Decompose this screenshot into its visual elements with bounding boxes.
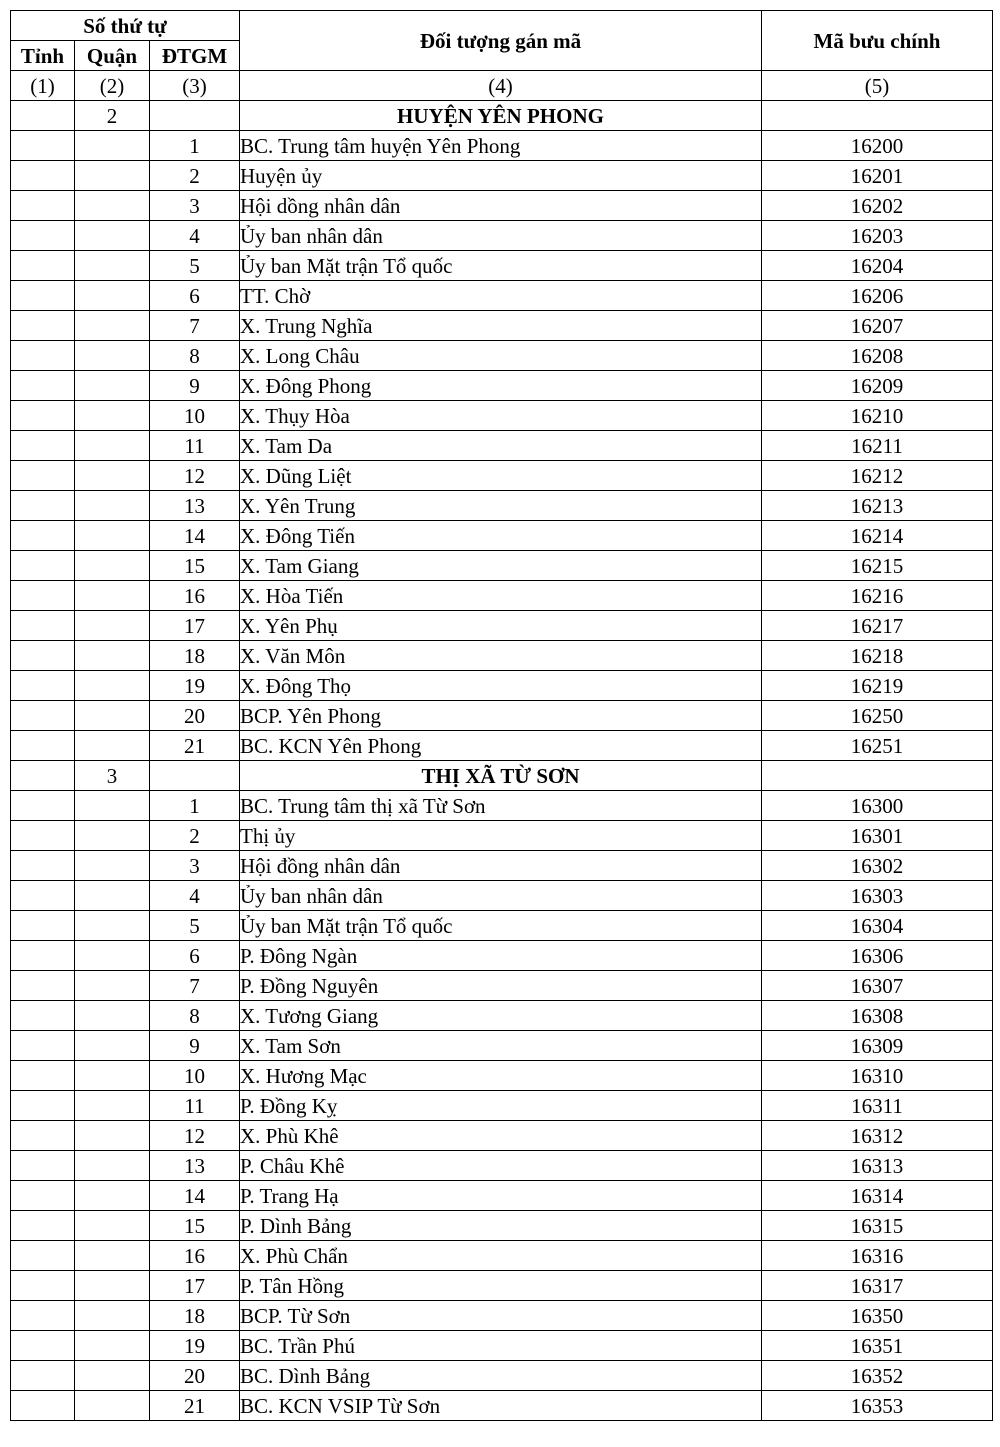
section-title: HUYỆN YÊN PHONG: [240, 101, 762, 131]
dtgm-number: 12: [150, 1121, 240, 1151]
dtgm-number: 11: [150, 1091, 240, 1121]
postal-code: 16218: [762, 641, 993, 671]
postal-code: 16206: [762, 281, 993, 311]
table-row: [11, 281, 993, 311]
table-row: [11, 911, 993, 941]
object-name: X. Thụy Hòa: [240, 401, 762, 431]
postal-code: 16350: [762, 1301, 993, 1331]
object-name: Huyện ủy: [240, 161, 762, 191]
table-row: [11, 431, 993, 461]
dtgm-number: 5: [150, 251, 240, 281]
object-name: Ủy ban Mặt trận Tổ quốc: [240, 911, 762, 941]
table-body: [11, 101, 993, 1421]
province-cell: [11, 851, 75, 881]
province-cell: [11, 1331, 75, 1361]
object-name: P. Tân Hồng: [240, 1271, 762, 1301]
district-cell: [75, 1331, 150, 1361]
object-name: P. Trang Hạ: [240, 1181, 762, 1211]
table-row: [11, 521, 993, 551]
district-cell: [75, 911, 150, 941]
postal-code: 16209: [762, 371, 993, 401]
province-cell: [11, 341, 75, 371]
dtgm-number: 21: [150, 731, 240, 761]
dtgm-number: 8: [150, 341, 240, 371]
table-row: [11, 941, 993, 971]
province-cell: [11, 401, 75, 431]
column-number: (3): [150, 71, 240, 101]
district-cell: [75, 971, 150, 1001]
dtgm-number: 16: [150, 1241, 240, 1271]
district-cell: [75, 1361, 150, 1391]
province-cell: [11, 1061, 75, 1091]
district-cell: [75, 731, 150, 761]
object-name: X. Tam Da: [240, 431, 762, 461]
table-row: [11, 1031, 993, 1061]
dtgm-number: 15: [150, 1211, 240, 1241]
province-cell: [11, 881, 75, 911]
province-cell: [11, 281, 75, 311]
district-cell: [75, 1241, 150, 1271]
object-name: X. Tương Giang: [240, 1001, 762, 1031]
province-cell: [11, 791, 75, 821]
district-cell: [75, 371, 150, 401]
postcode-cell: [762, 761, 993, 791]
object-name: Ủy ban nhân dân: [240, 221, 762, 251]
table-row: [11, 1061, 993, 1091]
table-row: [11, 731, 993, 761]
district-cell: [75, 521, 150, 551]
object-name: X. Phù Khê: [240, 1121, 762, 1151]
postal-code: 16214: [762, 521, 993, 551]
object-name: X. Phù Chẩn: [240, 1241, 762, 1271]
dtgm-number: 14: [150, 1181, 240, 1211]
object-name: X. Đông Tiến: [240, 521, 762, 551]
province-cell: [11, 131, 75, 161]
province-cell: [11, 971, 75, 1001]
table-row: [11, 161, 993, 191]
dtgm-number: 17: [150, 1271, 240, 1301]
object-name: X. Hương Mạc: [240, 1061, 762, 1091]
province-cell: [11, 581, 75, 611]
district-cell: [75, 1271, 150, 1301]
dtgm-header: ĐTGM: [150, 41, 240, 71]
postal-code: 16215: [762, 551, 993, 581]
object-name: X. Yên Phụ: [240, 611, 762, 641]
province-cell: [11, 491, 75, 521]
postcode-cell: [762, 101, 993, 131]
dtgm-number: 19: [150, 671, 240, 701]
postal-code: 16201: [762, 161, 993, 191]
province-cell: [11, 431, 75, 461]
province-cell: [11, 641, 75, 671]
district-cell: [75, 131, 150, 161]
postal-code: 16315: [762, 1211, 993, 1241]
district-cell: [75, 1211, 150, 1241]
dtgm-number: 18: [150, 641, 240, 671]
object-name: TT. Chờ: [240, 281, 762, 311]
object-header: Đối tượng gán mã: [240, 11, 762, 71]
dtgm-number: 9: [150, 371, 240, 401]
object-name: Ủy ban nhân dân: [240, 881, 762, 911]
dtgm-number: 8: [150, 1001, 240, 1031]
district-cell: [75, 431, 150, 461]
table-row: [11, 671, 993, 701]
province-cell: [11, 521, 75, 551]
object-name: X. Đông Phong: [240, 371, 762, 401]
postal-code: 16217: [762, 611, 993, 641]
province-cell: [11, 311, 75, 341]
table-row: [11, 131, 993, 161]
column-number: (4): [240, 71, 762, 101]
dtgm-number: 13: [150, 491, 240, 521]
province-cell: [11, 371, 75, 401]
postal-code: 16300: [762, 791, 993, 821]
postal-code: 16213: [762, 491, 993, 521]
province-cell: [11, 191, 75, 221]
district-cell: [75, 1391, 150, 1421]
province-cell: [11, 1271, 75, 1301]
dtgm-number: 10: [150, 401, 240, 431]
dtgm-number: 6: [150, 941, 240, 971]
table-row: [11, 251, 993, 281]
dtgm-number: 10: [150, 1061, 240, 1091]
province-cell: [11, 101, 75, 131]
column-number: (5): [762, 71, 993, 101]
object-name: P. Đồng Nguyên: [240, 971, 762, 1001]
dtgm-number: 18: [150, 1301, 240, 1331]
province-cell: [11, 701, 75, 731]
postal-code: 16308: [762, 1001, 993, 1031]
order-group-header: Số thứ tự: [11, 11, 240, 41]
district-cell: [75, 671, 150, 701]
postal-code: 16314: [762, 1181, 993, 1211]
object-name: Thị ủy: [240, 821, 762, 851]
dtgm-number: 16: [150, 581, 240, 611]
postal-code: 16313: [762, 1151, 993, 1181]
dtgm-number: 20: [150, 701, 240, 731]
district-cell: [75, 1151, 150, 1181]
district-cell: [75, 401, 150, 431]
postal-code: 16312: [762, 1121, 993, 1151]
table-row: [11, 401, 993, 431]
postal-code: 16200: [762, 131, 993, 161]
dtgm-number: 5: [150, 911, 240, 941]
postal-code: 16203: [762, 221, 993, 251]
province-cell: [11, 761, 75, 791]
postal-code: 16351: [762, 1331, 993, 1361]
dtgm-number: 3: [150, 851, 240, 881]
district-cell: [75, 851, 150, 881]
table-row: [11, 701, 993, 731]
object-name: P. Đông Ngàn: [240, 941, 762, 971]
postal-code: 16204: [762, 251, 993, 281]
postal-code: 16309: [762, 1031, 993, 1061]
table-header: [11, 11, 993, 101]
object-name: BC. Trung tâm thị xã Từ Sơn: [240, 791, 762, 821]
district-cell: [75, 1061, 150, 1091]
district-cell: [75, 611, 150, 641]
district-cell: [75, 1121, 150, 1151]
table-row: [11, 1151, 993, 1181]
dtgm-number: 6: [150, 281, 240, 311]
table-row: [11, 881, 993, 911]
postal-code: 16316: [762, 1241, 993, 1271]
object-name: BCP. Yên Phong: [240, 701, 762, 731]
dtgm-number: 13: [150, 1151, 240, 1181]
object-name: X. Long Châu: [240, 341, 762, 371]
table-row: [11, 1361, 993, 1391]
district-cell: [75, 1031, 150, 1061]
table-row: [11, 641, 993, 671]
postal-code: 16352: [762, 1361, 993, 1391]
district-number: 3: [75, 761, 150, 791]
table-row: [11, 551, 993, 581]
dtgm-cell: [150, 761, 240, 791]
province-header: Tỉnh: [11, 41, 75, 71]
district-cell: [75, 701, 150, 731]
table-row: [11, 371, 993, 401]
district-cell: [75, 311, 150, 341]
province-cell: [11, 1151, 75, 1181]
postcode-header: Mã bưu chính: [762, 11, 993, 71]
table-row: [11, 821, 993, 851]
district-cell: [75, 1181, 150, 1211]
table-row: [11, 971, 993, 1001]
postal-code: 16212: [762, 461, 993, 491]
postal-code: 16303: [762, 881, 993, 911]
postal-code: 16317: [762, 1271, 993, 1301]
district-cell: [75, 941, 150, 971]
province-cell: [11, 671, 75, 701]
dtgm-number: 9: [150, 1031, 240, 1061]
dtgm-number: 11: [150, 431, 240, 461]
table-row: [11, 581, 993, 611]
dtgm-number: 21: [150, 1391, 240, 1421]
column-number: (1): [11, 71, 75, 101]
postal-code: 16310: [762, 1061, 993, 1091]
province-cell: [11, 1001, 75, 1031]
object-name: X. Văn Môn: [240, 641, 762, 671]
dtgm-number: 1: [150, 131, 240, 161]
object-name: BC. KCN Yên Phong: [240, 731, 762, 761]
table-row: [11, 1391, 993, 1421]
postal-code: 16202: [762, 191, 993, 221]
dtgm-number: 2: [150, 821, 240, 851]
district-cell: [75, 551, 150, 581]
district-cell: [75, 581, 150, 611]
dtgm-number: 12: [150, 461, 240, 491]
postal-code: 16304: [762, 911, 993, 941]
province-cell: [11, 461, 75, 491]
district-cell: [75, 491, 150, 521]
table-row: [11, 341, 993, 371]
object-name: X. Yên Trung: [240, 491, 762, 521]
district-cell: [75, 1301, 150, 1331]
object-name: X. Tam Giang: [240, 551, 762, 581]
dtgm-number: 4: [150, 221, 240, 251]
province-cell: [11, 911, 75, 941]
district-cell: [75, 641, 150, 671]
table-row: [11, 1301, 993, 1331]
object-name: P. Dình Bảng: [240, 1211, 762, 1241]
postal-code: 16210: [762, 401, 993, 431]
postal-code: 16251: [762, 731, 993, 761]
province-cell: [11, 1091, 75, 1121]
column-number: (2): [75, 71, 150, 101]
table-row: [11, 791, 993, 821]
table-row: [11, 221, 993, 251]
province-cell: [11, 1031, 75, 1061]
dtgm-cell: [150, 101, 240, 131]
district-cell: [75, 251, 150, 281]
dtgm-number: 1: [150, 791, 240, 821]
province-cell: [11, 1241, 75, 1271]
postal-code: 16307: [762, 971, 993, 1001]
district-cell: [75, 281, 150, 311]
object-name: Hội dồng nhân dân: [240, 191, 762, 221]
dtgm-number: 20: [150, 1361, 240, 1391]
province-cell: [11, 1121, 75, 1151]
province-cell: [11, 1361, 75, 1391]
table-row: [11, 461, 993, 491]
province-cell: [11, 1391, 75, 1421]
province-cell: [11, 1301, 75, 1331]
object-name: Hội đồng nhân dân: [240, 851, 762, 881]
postal-code: 16207: [762, 311, 993, 341]
postal-code: 16301: [762, 821, 993, 851]
dtgm-number: 3: [150, 191, 240, 221]
postal-code: 16211: [762, 431, 993, 461]
table-row: [11, 1211, 993, 1241]
province-cell: [11, 161, 75, 191]
table-row: [11, 1241, 993, 1271]
province-cell: [11, 821, 75, 851]
object-name: X. Trung Nghĩa: [240, 311, 762, 341]
district-cell: [75, 791, 150, 821]
object-name: X. Hòa Tiến: [240, 581, 762, 611]
section-title: THỊ XÃ TỪ SƠN: [240, 761, 762, 791]
table-row: [11, 1121, 993, 1151]
district-cell: [75, 461, 150, 491]
postal-code: 16311: [762, 1091, 993, 1121]
dtgm-number: 19: [150, 1331, 240, 1361]
object-name: BC. Dình Bảng: [240, 1361, 762, 1391]
postal-code: 16208: [762, 341, 993, 371]
table-row: [11, 1331, 993, 1361]
province-cell: [11, 611, 75, 641]
object-name: P. Châu Khê: [240, 1151, 762, 1181]
object-name: BC. KCN VSIP Từ Sơn: [240, 1391, 762, 1421]
object-name: BCP. Từ Sơn: [240, 1301, 762, 1331]
province-cell: [11, 941, 75, 971]
dtgm-number: 7: [150, 971, 240, 1001]
object-name: X. Dũng Liệt: [240, 461, 762, 491]
dtgm-number: 17: [150, 611, 240, 641]
table-row: [11, 1001, 993, 1031]
province-cell: [11, 1181, 75, 1211]
district-number: 2: [75, 101, 150, 131]
province-cell: [11, 251, 75, 281]
section-row: [11, 761, 993, 791]
dtgm-number: 15: [150, 551, 240, 581]
table-row: [11, 1091, 993, 1121]
postal-code: 16353: [762, 1391, 993, 1421]
province-cell: [11, 551, 75, 581]
district-cell: [75, 881, 150, 911]
dtgm-number: 4: [150, 881, 240, 911]
district-cell: [75, 191, 150, 221]
province-cell: [11, 221, 75, 251]
district-cell: [75, 341, 150, 371]
district-cell: [75, 221, 150, 251]
object-name: Ủy ban Mặt trận Tổ quốc: [240, 251, 762, 281]
table-row: [11, 491, 993, 521]
object-name: X. Đông Thọ: [240, 671, 762, 701]
province-cell: [11, 1211, 75, 1241]
province-cell: [11, 731, 75, 761]
table-row: [11, 611, 993, 641]
table-row: [11, 311, 993, 341]
dtgm-number: 14: [150, 521, 240, 551]
table-row: [11, 1181, 993, 1211]
table-row: [11, 851, 993, 881]
postal-code: 16216: [762, 581, 993, 611]
postal-code: 16302: [762, 851, 993, 881]
postal-code: 16306: [762, 941, 993, 971]
object-name: BC. Trần Phú: [240, 1331, 762, 1361]
table-row: [11, 1271, 993, 1301]
object-name: BC. Trung tâm huyện Yên Phong: [240, 131, 762, 161]
dtgm-number: 7: [150, 311, 240, 341]
district-cell: [75, 1091, 150, 1121]
object-name: P. Đồng Kỵ: [240, 1091, 762, 1121]
district-cell: [75, 821, 150, 851]
postal-code-table: [10, 10, 993, 1421]
postal-code: 16219: [762, 671, 993, 701]
district-header: Quận: [75, 41, 150, 71]
dtgm-number: 2: [150, 161, 240, 191]
object-name: X. Tam Sơn: [240, 1031, 762, 1061]
postal-code: 16250: [762, 701, 993, 731]
section-row: [11, 101, 993, 131]
district-cell: [75, 161, 150, 191]
district-cell: [75, 1001, 150, 1031]
table-row: [11, 191, 993, 221]
